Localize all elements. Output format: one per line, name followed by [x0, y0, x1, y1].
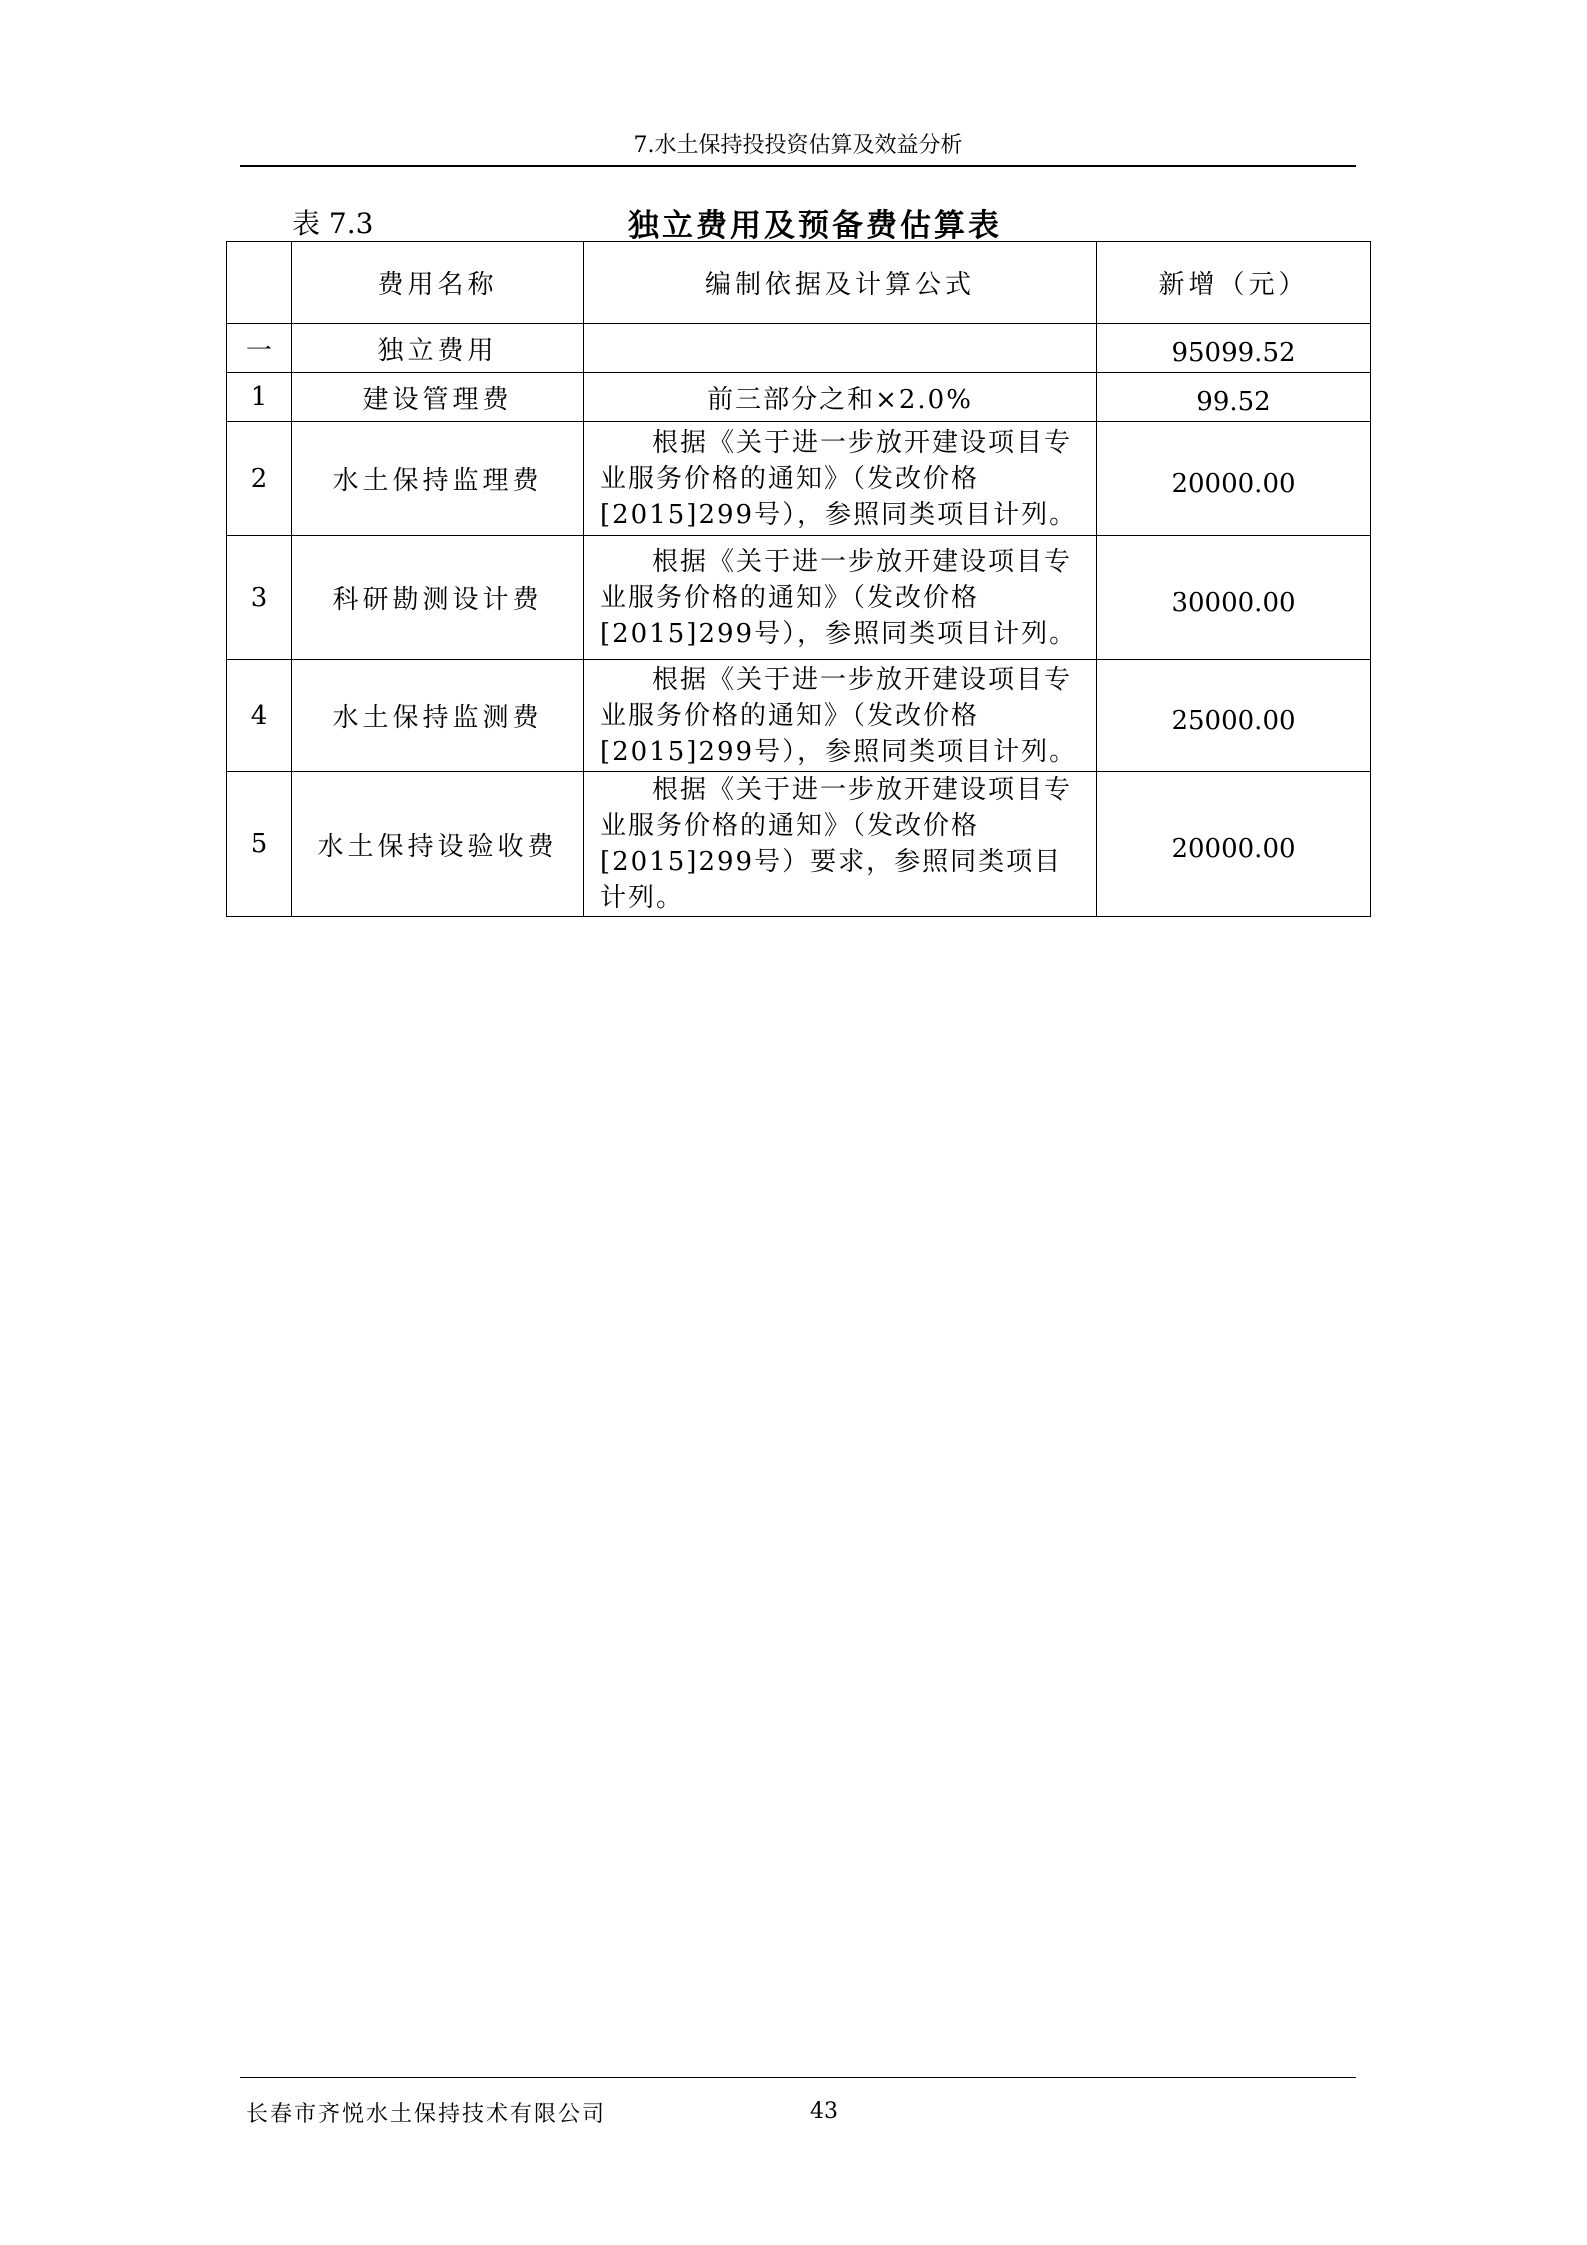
table-row [227, 422, 1371, 536]
row-index: 2 [227, 422, 292, 536]
header-cell-basis: 编制依据及计算公式 [584, 242, 1097, 324]
header-cell-name: 费用名称 [292, 242, 584, 324]
row-name: 水土保持监理费 [292, 422, 584, 536]
row-amount: 25000.00 [1097, 660, 1371, 772]
footer-company-name: 长春市齐悦水土保持技术有限公司 [246, 2102, 607, 2127]
table-title: 独立费用及预备费估算表 [628, 208, 1002, 244]
row-amount: 30000.00 [1097, 536, 1371, 660]
header-cell-amount: 新增（元） [1097, 242, 1371, 324]
table-number: 表 7.3 [292, 207, 374, 240]
row-name: 水土保持监测费 [292, 660, 584, 772]
row-name: 科研勘测设计费 [292, 536, 584, 660]
row-amount: 95099.52 [1097, 324, 1371, 373]
table-row [227, 373, 1371, 422]
header-divider [240, 165, 1356, 167]
table-row [227, 536, 1371, 660]
row-name: 建设管理费 [292, 373, 584, 422]
row-basis: 根据《关于进一步放开建设项目专业服务价格的通知》（发改价格[2015]299号），参照同类项目计列。 [600, 546, 1078, 649]
row-name: 水土保持设验收费 [292, 772, 584, 917]
row-amount: 99.52 [1097, 373, 1371, 422]
fee-table [226, 241, 1371, 917]
row-index: 一 [227, 324, 292, 373]
row-index: 4 [227, 660, 292, 772]
footer-divider [240, 2077, 1356, 2078]
row-basis: 根据《关于进一步放开建设项目专业服务价格的通知》（发改价格[2015]299号），参照同类项目计列。 [600, 664, 1078, 767]
row-basis: 根据《关于进一步放开建设项目专业服务价格的通知》（发改价格[2015]299号），参照同类项目计列。 [600, 427, 1078, 530]
running-header: 7.水土保持投投资估算及效益分析 [633, 133, 963, 158]
row-index: 3 [227, 536, 292, 660]
row-basis: 前三部分之和×2.0% [584, 373, 1097, 422]
row-name: 独立费用 [292, 324, 584, 373]
row-amount: 20000.00 [1097, 422, 1371, 536]
table-row [227, 772, 1371, 917]
row-index: 5 [227, 772, 292, 917]
table-row [227, 660, 1371, 772]
row-amount: 20000.00 [1097, 772, 1371, 917]
row-basis: 根据《关于进一步放开建设项目专业服务价格的通知》（发改价格[2015]299号）要求，参照同类项目计列。 [600, 775, 1073, 913]
row-index: 1 [227, 373, 292, 422]
table-row [227, 324, 1371, 373]
table-header-row [227, 242, 1371, 324]
page-number: 43 [810, 2099, 838, 2124]
header-cell-index [227, 242, 292, 324]
row-basis [584, 324, 1097, 373]
